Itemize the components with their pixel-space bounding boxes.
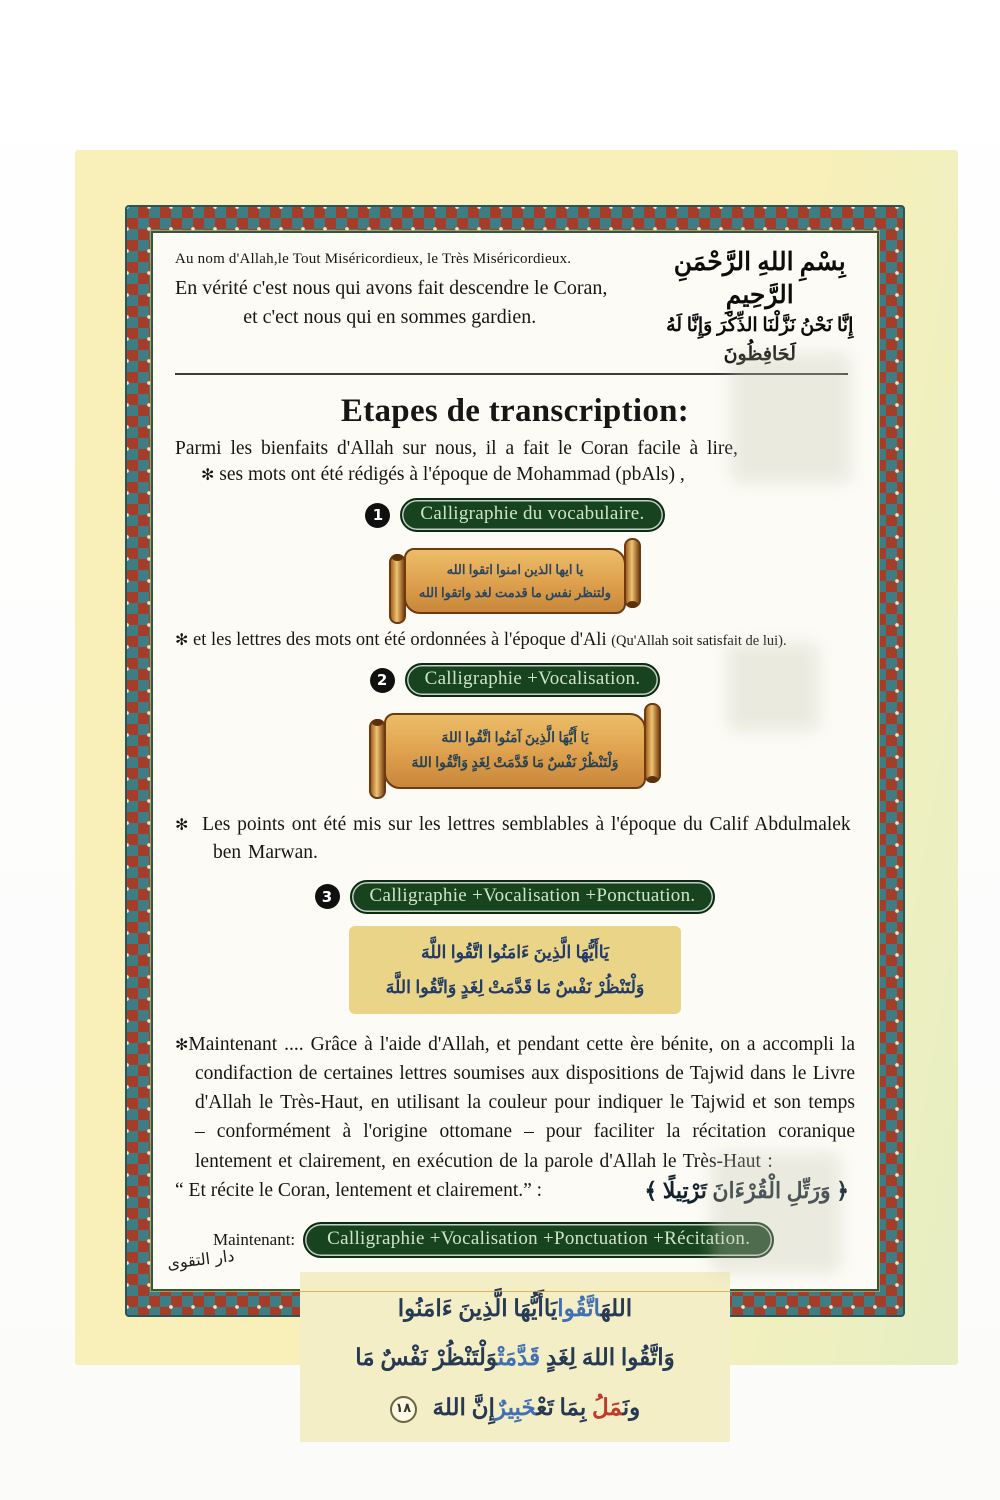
ali-note-parenthetical: (Qu'Allah soit satisfait de lui). bbox=[611, 633, 787, 649]
step-row-3 bbox=[175, 880, 855, 914]
content-sheet bbox=[151, 231, 879, 1420]
asterisk-marker-icon: ✻ bbox=[201, 465, 215, 484]
book-page bbox=[75, 150, 958, 1420]
verse-line-rich: ونَمَلُ بِمَا تَعْخَبِيرٌإِنَّ اللهَ ١٨ bbox=[314, 1383, 716, 1432]
step-number-badge: 3 bbox=[315, 884, 340, 909]
step-row-1 bbox=[175, 498, 855, 532]
step-pill-label: Calligraphie +Vocalisation +Ponctuation. bbox=[350, 880, 716, 914]
scroll-parchment bbox=[384, 713, 646, 789]
scroll-illustration-2 bbox=[369, 705, 661, 797]
final-pill-label: Calligraphie +Vocalisation +Ponctuation +Récitation. bbox=[303, 1222, 774, 1258]
scroll-illustration-1 bbox=[389, 540, 641, 622]
bismillah-french: Au nom d'Allah,le Tout Miséricordieux, le Très Miséricordieux. bbox=[175, 251, 572, 267]
scroll-text-line: يا ايها الذين امنوا اتقوا الله bbox=[446, 561, 584, 577]
asterisk-marker-icon: ✻ bbox=[175, 815, 189, 834]
step-pill-label: Calligraphie +Vocalisation. bbox=[405, 663, 661, 697]
scan-bleed-artifact bbox=[711, 1153, 841, 1273]
verse-french-line2: et c'ect nous qui en sommes gardien. bbox=[243, 306, 537, 328]
arabic-calligraphy bbox=[664, 245, 855, 369]
asterisk-marker-icon: ✻ bbox=[175, 1034, 189, 1054]
step-number-badge: 1 bbox=[365, 503, 390, 528]
maintenant-label: Maintenant: bbox=[213, 1229, 296, 1249]
scan-bleed-artifact bbox=[727, 643, 819, 731]
scroll-text-line: ولتنظر نفس ما قدمت لغد واتقوا الله bbox=[418, 585, 612, 600]
verse-line-rich: وَاتَّقُوا اللهَ لِغَدٍ قَدَّمَتْوَلْتَنْظُرْ نَفْسٌ مَا bbox=[355, 1345, 675, 1371]
header bbox=[175, 245, 855, 369]
scan-bleed-artifact bbox=[731, 353, 851, 483]
verse-line: يَاأَيُّهَا الَّذِينَ ءَامَنُوا اتَّقُوا اللَّهَ bbox=[421, 941, 609, 962]
step-pill-label: Calligraphie du vocabulaire. bbox=[400, 498, 664, 532]
ornamental-border-frame bbox=[125, 205, 905, 1420]
scroll-text-line: وَلْتَنْظُرْ نَفْسٌ مَا قَدَّمَتْ لِغَدٍ وَاتَّقُوا اللهَ bbox=[411, 756, 619, 771]
verse-french-line1: En vérité c'est nous qui avons fait descendre le Coran, bbox=[175, 277, 608, 299]
scroll-roll-icon bbox=[644, 703, 661, 783]
verse-line-rich: اللهَاتَّقُوايَاأَيُّهَا الَّذِينَ ءَامَنُوا bbox=[397, 1295, 633, 1321]
ayah-number-badge: ١٨ bbox=[390, 1396, 417, 1423]
recite-quote-french: “ Et récite le Coran, lentement et clairement.” : bbox=[175, 1179, 543, 1201]
verse-line: وَلْتَنْظُرْ نَفْسٌ مَا قَدَّمَتْ لِغَدٍ وَاتَّقُوا اللَّهَ bbox=[385, 976, 645, 997]
asterisk-marker-icon: ✻ bbox=[175, 630, 189, 649]
ali-note-text: et les lettres des mots ont été ordonnées à l'époque d'Ali bbox=[193, 630, 607, 650]
page-title: Etapes de transcription: bbox=[340, 393, 690, 429]
intro-line2-text: ses mots ont été rédigés à l'époque de Mohammad (pbAls) , bbox=[219, 464, 685, 485]
maintenant-paragraph-text: Maintenant .... Grâce à l'aide d'Allah, et pendant cette ère bénite, on a accompli la condifaction de certaines lettres soumises aux dispositions de Tajwid dans le Livre d'Allah le Très-Haut, en utilisant la couleur pour indiquer le Tajwid et son temps – conformément à l'origine ottomane – pour faciliter la récitation coranique lentement et clairement, en exécution de la parole d'Allah le Très-Haut : bbox=[188, 1033, 855, 1172]
scroll-roll-icon bbox=[624, 538, 641, 608]
scroll-roll-icon bbox=[369, 719, 386, 799]
scroll-parchment bbox=[404, 548, 626, 614]
calligraphy-verse: إِنَّا نَحْنُ نَزَّلْنَا الذِّكْرَ وَإِنَّا لَهُ لَحَافِظُونَ bbox=[666, 315, 854, 365]
points-paragraph bbox=[175, 811, 855, 868]
header-french bbox=[175, 245, 664, 329]
large-verse-block bbox=[300, 1272, 730, 1442]
publisher-signature: دار التقوى bbox=[166, 1245, 236, 1274]
scroll-text-line: يَا أَيُّهَا الَّذِينَ آمَنُوا اتَّقُوا اللهَ bbox=[441, 730, 589, 746]
calligraphy-basmala: بِسْمِ اللهِ الرَّحْمَنِ الرَّحِيمِ bbox=[673, 249, 846, 309]
intro-line1: Parmi les bienfaits d'Allah sur nous, il a fait le Coran facile à lire, bbox=[175, 438, 738, 459]
scroll-roll-icon bbox=[389, 554, 406, 624]
step-number-badge: 2 bbox=[370, 668, 395, 693]
points-paragraph-text: Les points ont été mis sur les lettres semblables à l'époque du Calif Abdulmalek ben Marwan. bbox=[202, 814, 851, 864]
recite-quote-arabic: ﴿ وَرَتِّلِ الْقُرْءَانَ تَرْتِيلًا ﴾ bbox=[644, 1177, 849, 1203]
small-verse-box bbox=[349, 926, 681, 1014]
